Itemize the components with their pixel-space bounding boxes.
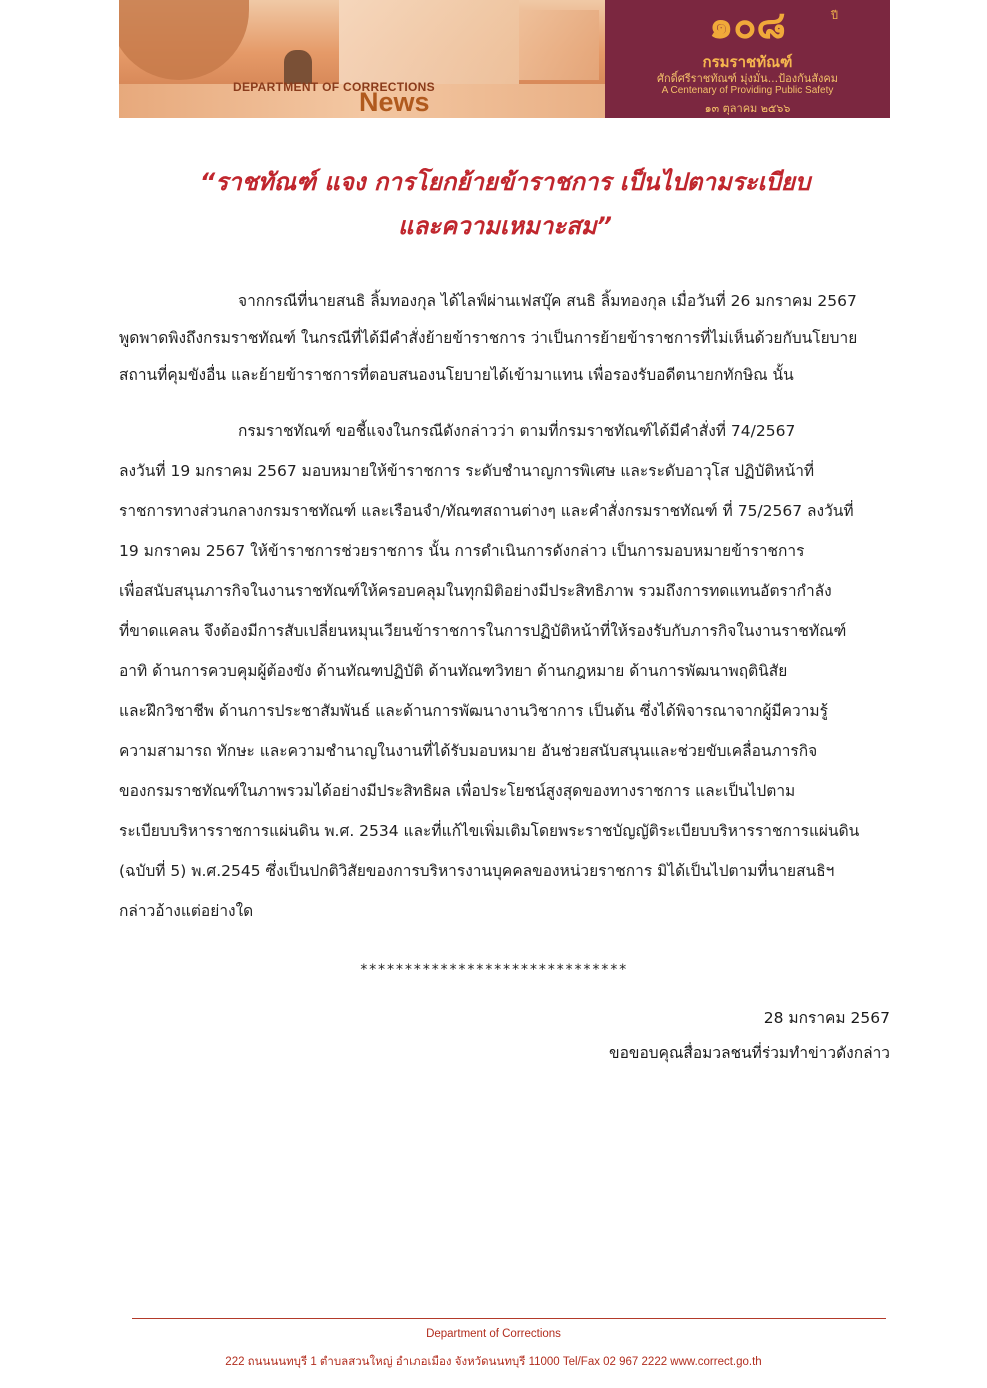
thanks-note: ขอขอบคุณสื่อมวลชนที่ร่วมทำข่าวดังกล่าว — [608, 1044, 890, 1062]
building-shape — [339, 0, 519, 90]
header-banner — [119, 0, 890, 118]
footer-address: 222 ถนนนนทบุรี 1 ตำบลสวนใหญ่ อำเภอเมือง จังหวัดนนทบุรี 11000 Tel/Fax 02 967 2222 www.correct.go.th — [225, 1356, 762, 1368]
news-label: News — [359, 87, 430, 117]
centenary-en: A Centenary of Providing Public Safety — [661, 85, 834, 96]
separator: ****************************** — [359, 962, 628, 978]
anniversary-number: ๑๐๘ — [709, 3, 786, 47]
slogan-th: ศักดิ์ศรีราชทัณฑ์ มุ่งมั่น...ป้องกันสังคม — [656, 72, 839, 85]
release-date: 28 มกราคม 2567 — [763, 1009, 890, 1027]
department-th-label: กรมราชทัณฑ์ — [702, 53, 793, 71]
department-en-label: DEPARTMENT OF CORRECTIONS — [233, 80, 435, 94]
news-banner-image — [119, 0, 605, 118]
footer-department: Department of Corrections — [426, 1328, 561, 1340]
year-unit: ปี — [831, 9, 838, 22]
building-shape-secondary — [519, 10, 599, 80]
anniversary-date: ๑๓ ตุลาคม ๒๕๖๖ — [704, 102, 791, 115]
footer-divider — [132, 1318, 886, 1319]
title-line-2: และความเหมาะสม” — [397, 212, 613, 240]
anniversary-logo — [605, 0, 890, 118]
title-line-1: “ราชทัณฑ์ แจง การโยกย้ายข้าราชการ เป็นไปตามระเบียบ — [199, 168, 811, 196]
press-release-title — [100, 160, 910, 248]
umbrella-shape — [119, 0, 249, 80]
